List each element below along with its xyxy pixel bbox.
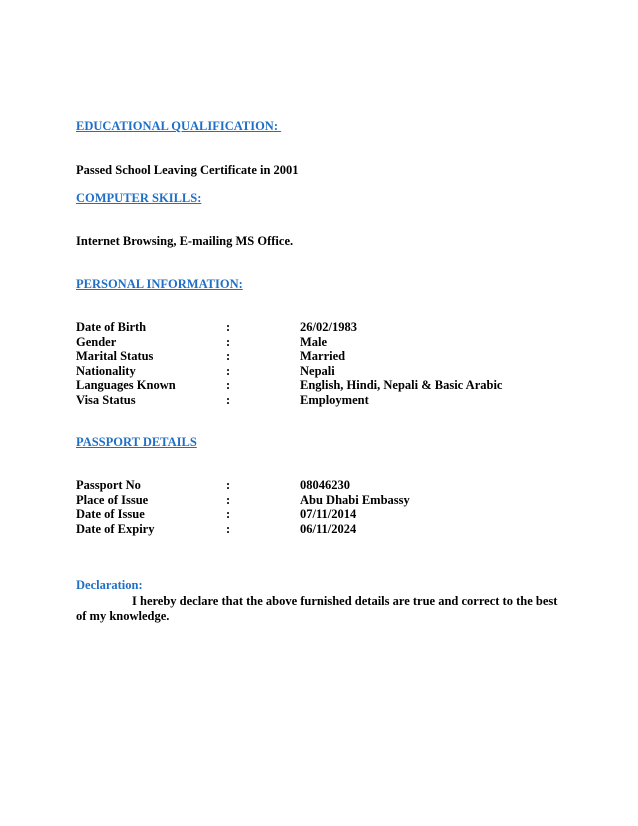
field-label: Place of Issue xyxy=(76,492,149,507)
field-value: 07/11/2014 xyxy=(300,507,357,521)
computer-skills-text: Internet Browsing, E-mailing MS Office. xyxy=(76,234,294,248)
field-value: 26/02/1983 xyxy=(300,320,357,334)
declaration-title: Declaration: xyxy=(76,578,143,592)
field-separator: : xyxy=(226,363,231,378)
personal-info-heading: PERSONAL INFORMATION: xyxy=(76,277,243,291)
field-label: Passport No xyxy=(76,478,141,492)
field-separator: : xyxy=(226,349,231,363)
field-value: Nepali xyxy=(300,363,335,378)
computer-skills-heading: COMPUTER SKILLS: xyxy=(76,191,202,205)
field-value: 08046230 xyxy=(300,478,350,492)
field-value: Employment xyxy=(300,392,369,407)
field-value: Married xyxy=(300,349,346,363)
field-separator: : xyxy=(226,507,231,521)
field-value: 06/11/2024 xyxy=(300,521,357,536)
field-label: Date of Expiry xyxy=(76,521,155,536)
passport-heading: PASSPORT DETAILS xyxy=(76,435,197,449)
field-label: Gender xyxy=(76,334,117,349)
field-value: Abu Dhabi Embassy xyxy=(300,492,410,507)
field-label: Date of Issue xyxy=(76,507,145,521)
field-separator: : xyxy=(226,392,231,407)
field-separator: : xyxy=(226,378,231,392)
education-heading: EDUCATIONAL QUALIFICATION: xyxy=(76,119,282,133)
field-value: English, Hindi, Nepali & Basic Arabic xyxy=(300,378,503,392)
field-separator: : xyxy=(226,334,231,349)
declaration-body: I hereby declare that the above furnished details are true and correct to the best of my knowledge. xyxy=(76,594,558,623)
field-separator: : xyxy=(226,521,231,536)
field-label: Visa Status xyxy=(76,392,136,407)
field-label: Nationality xyxy=(76,363,136,378)
education-text: Passed School Leaving Certificate in 2001 xyxy=(76,163,299,177)
field-separator: : xyxy=(226,492,231,507)
field-label: Languages Known xyxy=(76,378,176,392)
field-separator: : xyxy=(226,478,231,492)
field-label: Marital Status xyxy=(76,349,154,363)
field-separator: : xyxy=(226,320,231,334)
field-value: Male xyxy=(300,334,328,349)
field-label: Date of Birth xyxy=(76,320,147,334)
